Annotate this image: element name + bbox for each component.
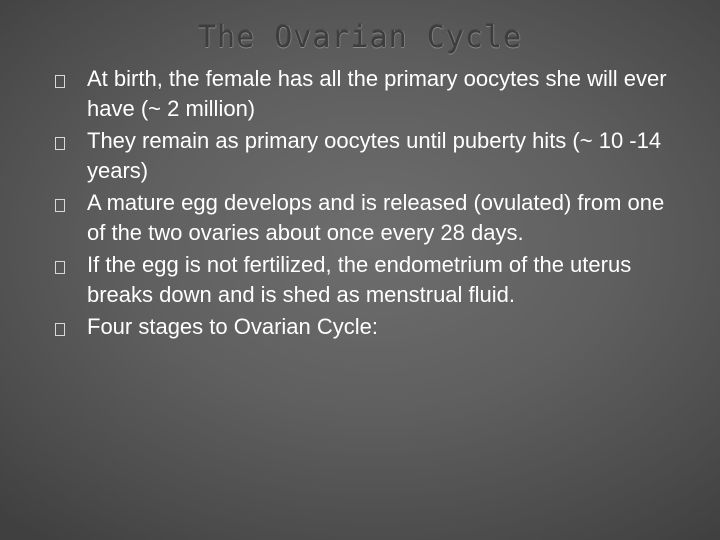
bullet-text: Four stages to Ovarian Cycle:	[87, 314, 379, 339]
empty-box-bullet-icon	[55, 261, 65, 274]
empty-box-bullet-icon	[55, 323, 65, 336]
bullet-item	[52, 64, 672, 124]
slide-title: The Ovarian Cycle	[197, 20, 523, 55]
empty-box-bullet-icon	[55, 75, 65, 88]
bullet-text: If the egg is not fertilized, the endometrium of the uterus breaks down and is shed as menstrual fluid.	[87, 252, 632, 307]
bullet-text: At birth, the female has all the primary oocytes she will ever have (~ 2 million)	[87, 66, 667, 121]
empty-box-bullet-icon	[55, 199, 65, 212]
bullet-text: A mature egg develops and is released (ovulated) from one of the two ovaries about once every 28 days.	[87, 190, 665, 245]
bullet-item	[52, 250, 672, 310]
bullet-item	[52, 312, 672, 342]
bullet-list	[52, 64, 672, 344]
bullet-item	[52, 126, 672, 186]
bullet-item	[52, 188, 672, 248]
bullet-text: They remain as primary oocytes until puberty hits (~ 10 -14 years)	[87, 128, 662, 183]
empty-box-bullet-icon	[55, 137, 65, 150]
